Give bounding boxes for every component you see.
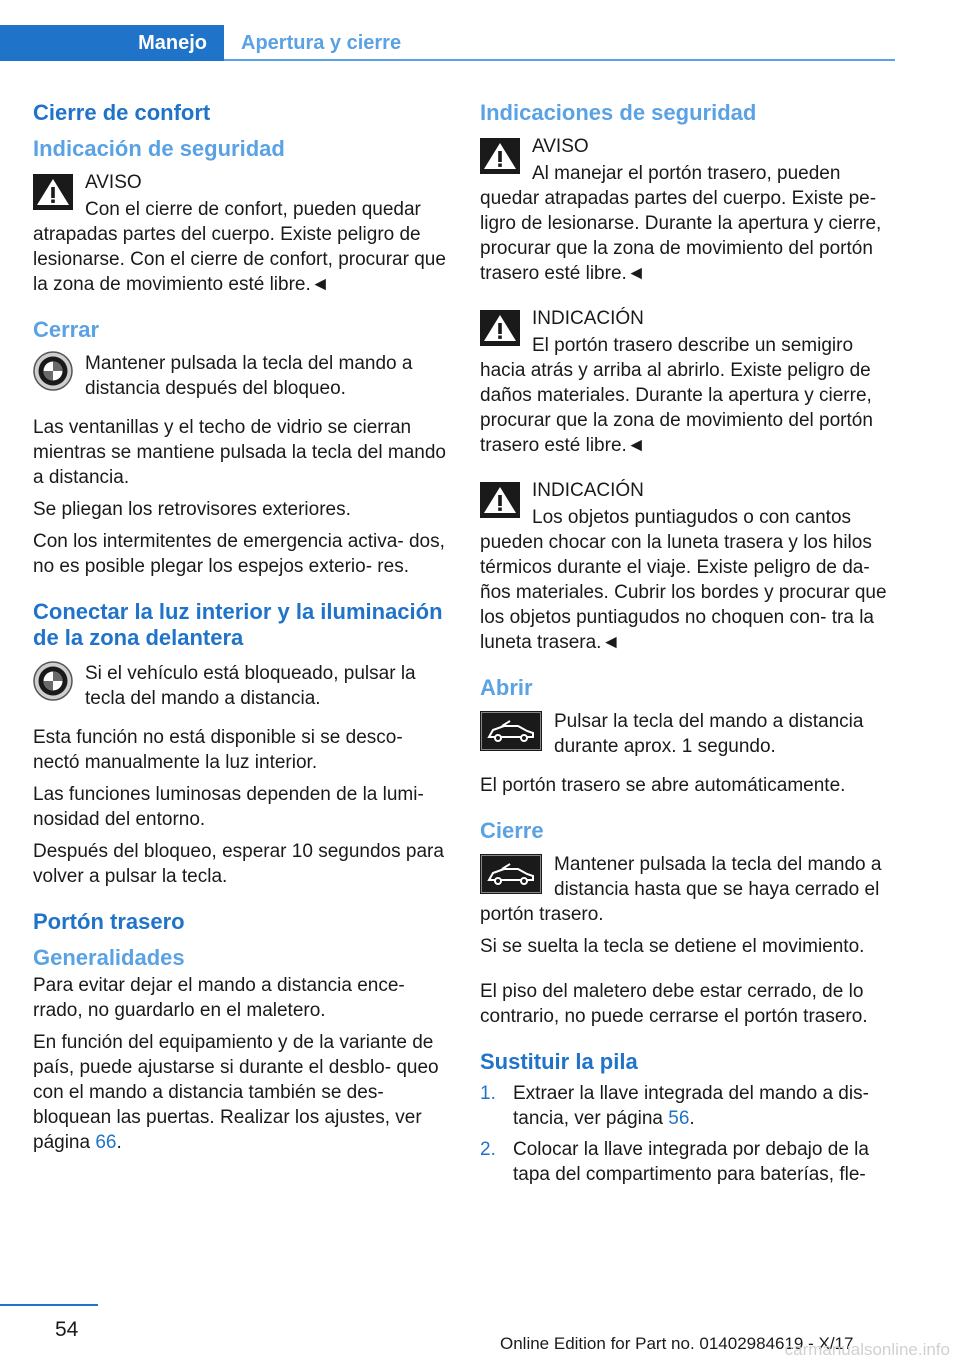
page-number: 54: [55, 1318, 79, 1341]
notice-text: El portón trasero describe un semigiro hacia atrás y arriba al abrirlo. Existe peligro de daños materiales. Durante la apertura y cierre, procurar que la zona de movimiento del portón trasero esté libre.◄: [480, 335, 873, 456]
notice-title: INDICACIÓN: [532, 308, 644, 329]
heading-safety-notes: Indicaciones de seguridad: [480, 100, 757, 125]
page-header: [0, 25, 895, 61]
key-instruction-text: Si el vehículo está bloqueado, pulsar la tecla del mando a distancia.: [85, 663, 416, 709]
paragraph: El piso del maletero debe estar cerrado, de lo contrario, no puede cerrarse el portón trasero.: [480, 981, 868, 1027]
warning-title: AVISO: [85, 172, 142, 193]
header-rule: [224, 59, 895, 61]
notice-text: Los objetos puntiagudos o con cantos pueden chocar con la luneta trasera y los hilos térmicos durante el viaje. Existe peligro de da- ños materiales. Cubrir los bordes y procurar que los objetos puntiagudos no choquen con- tra la luneta trasera.◄: [480, 507, 887, 653]
paragraph: Con los intermitentes de emergencia activa- dos, no es posible plegar los espejos exterio- res.: [33, 531, 445, 577]
heading-general: Generalidades: [33, 945, 185, 970]
key-block-open: [480, 709, 894, 759]
paragraph: Se pliegan los retrovisores exteriores.: [33, 499, 351, 520]
warning-block: [480, 134, 894, 286]
warning-title: AVISO: [532, 136, 589, 157]
key-instruction-text: Mantener pulsada la tecla del mando a distancia después del bloqueo.: [85, 353, 413, 399]
heading-tailgate: Portón trasero: [33, 909, 185, 934]
watermark: carmanualsonline.info: [784, 1340, 950, 1359]
heading-replace-battery: Sustituir la pila: [480, 1049, 638, 1074]
paragraph: Las ventanillas y el techo de vidrio se cierran mientras se mantiene pulsada la tecla del mando a distancia.: [33, 417, 446, 488]
step-text: Extraer la llave integrada del mando a dis- tancia, ver página: [513, 1083, 869, 1129]
chapter-tab-active[interactable]: Manejo: [0, 25, 224, 61]
right-column: [480, 100, 894, 1193]
page-link-66[interactable]: 66: [95, 1132, 117, 1153]
warning-triangle-icon: [480, 310, 520, 346]
section-tab[interactable]: Apertura y cierre: [241, 32, 402, 54]
left-column: [33, 100, 447, 1162]
paragraph: Si se suelta la tecla se detiene el movimiento.: [480, 936, 865, 957]
battery-steps-list: [480, 1081, 894, 1187]
page-link-56[interactable]: 56: [668, 1108, 690, 1129]
step-number: 1.: [480, 1083, 496, 1104]
edition-note: Online Edition for Part no. 01402984619 - X/17: [500, 1334, 854, 1353]
footer-rule: [0, 1304, 98, 1306]
key-block-closing: [480, 852, 894, 927]
notice-title: INDICACIÓN: [532, 480, 644, 501]
warning-triangle-icon: [33, 174, 73, 210]
warning-text: Al manejar el portón trasero, pueden quedar atrapadas partes del cuerpo. Existe pe- ligro de lesionarse. Durante la apertura y cierre, procurar que la zona de movimiento del portón trasero esté libre.◄: [480, 163, 882, 284]
key-block-close: [33, 351, 447, 401]
key-instruction-text: Pulsar la tecla del mando a distancia durante aprox. 1 segundo.: [554, 711, 864, 757]
heading-closing: Cierre: [480, 818, 544, 843]
list-item: [480, 1081, 894, 1131]
paragraph: Esta función no está disponible si se desco- nectó manualmente la luz interior.: [33, 727, 403, 773]
warning-text: Con el cierre de confort, pueden quedar atrapadas partes del cuerpo. Existe peligro de lesionarse. Con el cierre de confort, procurar que la zona de movimiento esté libre.◄: [33, 199, 446, 295]
warning-triangle-icon: [480, 482, 520, 518]
key-instruction-text: Mantener pulsada la tecla del mando a distancia hasta que se haya cerrado el portón trasero.: [480, 854, 882, 925]
heading-open: Abrir: [480, 675, 533, 700]
warning-triangle-icon: [480, 138, 520, 174]
paragraph: Para evitar dejar el mando a distancia ence- rrado, no guardarlo en el maletero.: [33, 975, 405, 1021]
car-tailgate-key-icon: [480, 711, 542, 751]
step-end: .: [689, 1108, 695, 1129]
paragraph: Las funciones luminosas dependen de la lumi- nosidad del entorno.: [33, 784, 424, 830]
step-text: Colocar la llave integrada por debajo de la tapa del compartimento para baterías, fle-: [513, 1139, 869, 1185]
key-block-light: [33, 661, 447, 711]
paragraph: Después del bloqueo, esperar 10 segundos para volver a pulsar la tecla.: [33, 841, 444, 887]
warning-block: [33, 170, 447, 297]
notice-block: [480, 306, 894, 458]
paragraph-end: .: [116, 1132, 122, 1153]
paragraph-text: En función del equipamiento y de la variante de país, puede ajustarse si durante el desblo- queo con el mando a distancia también se des- bloquean las puertas. Realizar los ajustes, ver página: [33, 1032, 439, 1153]
paragraph: [33, 1030, 447, 1155]
heading-interior-light: Conectar la luz interior y la iluminación de la zona delantera: [33, 599, 443, 650]
bmw-logo-key-icon: [33, 661, 73, 701]
heading-safety-note: Indicación de seguridad: [33, 136, 285, 161]
heading-comfort-close: Cierre de confort: [33, 100, 211, 125]
notice-block: [480, 478, 894, 655]
step-number: 2.: [480, 1139, 496, 1160]
bmw-logo-key-icon: [33, 351, 73, 391]
paragraph: El portón trasero se abre automáticamente.: [480, 775, 846, 796]
list-item: [480, 1137, 894, 1187]
car-tailgate-key-icon: [480, 854, 542, 894]
heading-close: Cerrar: [33, 317, 100, 342]
